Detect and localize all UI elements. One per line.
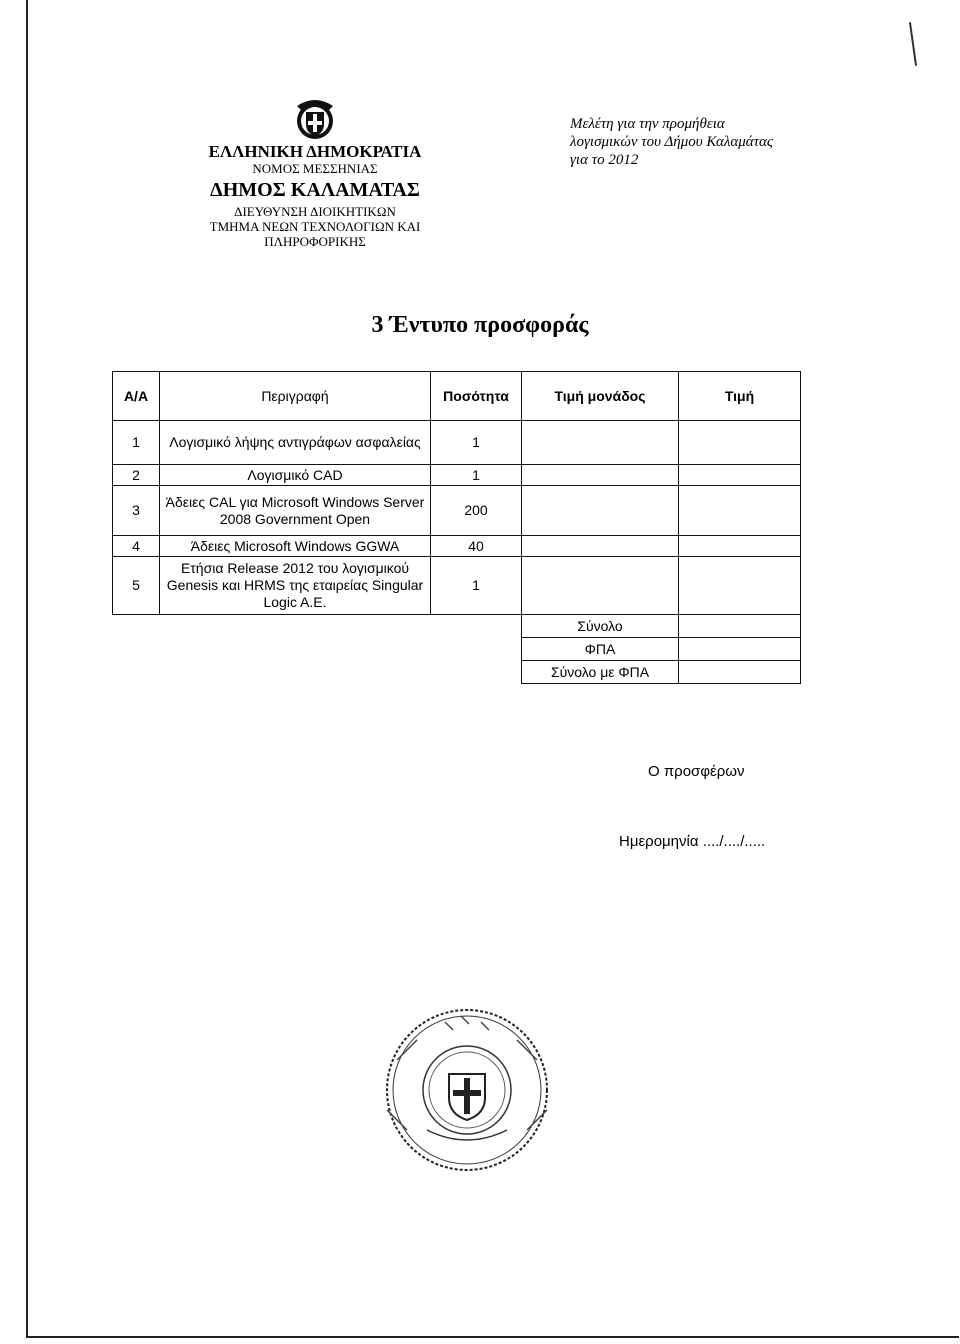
municipality-name: ΔΗΜΟΣ ΚΑΛΑΜΑΤΑΣ [210,179,420,202]
header-quantity: Ποσότητα [431,372,522,421]
header-unit-price: Τιμή μονάδος [522,372,679,421]
vat-label: ΦΠΑ [522,638,679,661]
total-row [113,615,801,638]
municipal-seal-stamp [357,1000,577,1185]
vat-row [113,638,801,661]
row-description: Λογισμικό CAD [160,465,431,486]
row-aa: 4 [113,536,160,557]
row-unit-price-cell[interactable] [522,486,679,536]
grand-total-row [113,661,801,684]
total-value-cell[interactable] [679,615,801,638]
row-unit-price-cell[interactable] [522,421,679,465]
row-description: Άδειες Microsoft Windows GGWA [160,536,431,557]
row-price-cell[interactable] [679,536,801,557]
offerer-label: Ο προσφέρων [648,763,745,780]
row-aa: 5 [113,557,160,615]
grand-total-value-cell[interactable] [679,661,801,684]
row-price-cell[interactable] [679,486,801,536]
vat-value-cell[interactable] [679,638,801,661]
table-row [113,421,801,465]
study-line1: Μελέτη για την προμήθεια [570,116,725,132]
row-quantity: 1 [431,421,522,465]
table-row [113,486,801,536]
row-description: Ετήσια Release 2012 του λογισμικού Genesis και HRMS της εταιρείας Singular Logic A.E. [160,557,431,615]
row-description: Άδειες CAL για Microsoft Windows Server 2008 Government Open [160,486,431,536]
offer-table [112,371,801,684]
row-price-cell[interactable] [679,557,801,615]
table-row [113,536,801,557]
row-price-cell[interactable] [679,465,801,486]
prefecture-name: ΝΟΜΟΣ ΜΕΣΣΗΝΙΑΣ [252,160,378,176]
row-unit-price-cell[interactable] [522,536,679,557]
issuer-header [150,142,480,250]
header-price: Τιμή [679,372,801,421]
study-line3: για το 2012 [570,152,639,168]
directorate-name: ΔΙΕΥΘΥΝΣΗ ΔΙΟΙΚΗΤΙΚΩΝ [234,204,396,220]
row-price-cell[interactable] [679,421,801,465]
coat-of-arms-emblem [289,92,341,142]
table-header-row [113,372,801,421]
row-quantity: 1 [431,465,522,486]
table-row [113,465,801,486]
total-label: Σύνολο [522,615,679,638]
date-field[interactable]: Ημερομηνία ..../..../..... [619,833,766,850]
department-line1: ΤΜΗΜΑ ΝΕΩΝ ΤΕΧΝΟΛΟΓΙΩΝ ΚΑΙ [209,219,421,235]
row-aa: 2 [113,465,160,486]
header-description: Περιγραφή [160,372,431,421]
row-unit-price-cell[interactable] [522,557,679,615]
department-line2: ΠΛΗΡΟΦΟΡΙΚΗΣ [264,234,366,250]
country-name: ΕΛΛΗΝΙΚΗ ΔΗΜΟΚΡΑΤΙΑ [208,142,422,161]
table-row [113,557,801,615]
row-quantity: 1 [431,557,522,615]
row-description: Λογισμικό λήψης αντιγράφων ασφαλείας [160,421,431,465]
header-aa: Α/Α [113,372,160,421]
row-aa: 3 [113,486,160,536]
study-line2: λογισμικών του Δήμου Καλαμάτας [570,134,773,150]
row-aa: 1 [113,421,160,465]
study-header [570,115,870,169]
row-unit-price-cell[interactable] [522,465,679,486]
row-quantity: 200 [431,486,522,536]
form-title: 3 Έντυπο προσφοράς [371,312,589,338]
row-quantity: 40 [431,536,522,557]
grand-total-label: Σύνολο με ΦΠΑ [522,661,679,684]
